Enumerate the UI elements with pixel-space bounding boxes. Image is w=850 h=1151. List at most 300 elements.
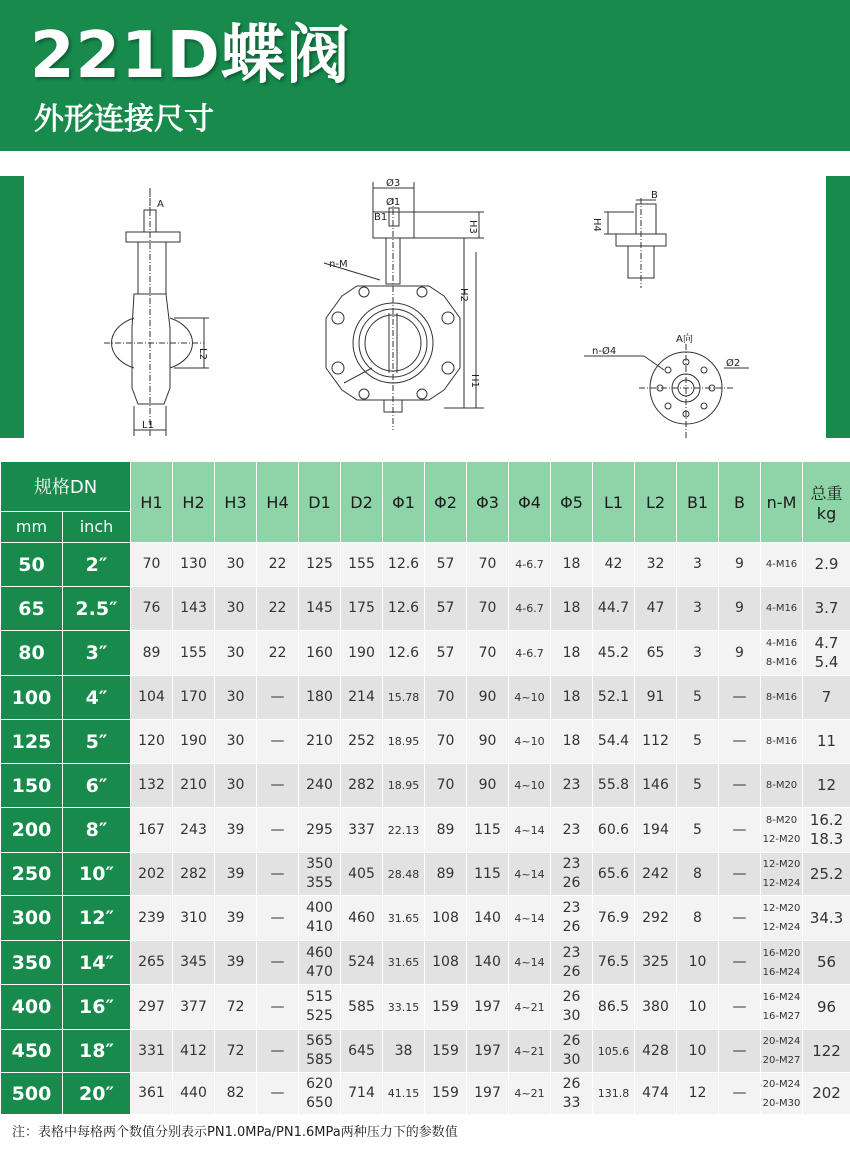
label-h1: H1 bbox=[469, 374, 480, 388]
table-cell: 2.9 bbox=[803, 543, 850, 587]
table-cell: 243 bbox=[173, 808, 215, 853]
table-cell: 210 bbox=[299, 720, 341, 764]
table-cell: 4~10 bbox=[509, 676, 551, 720]
table-cell: 412 bbox=[173, 1030, 215, 1073]
table-cell: 45.2 bbox=[593, 631, 635, 676]
table-cell: 265 bbox=[131, 941, 173, 985]
table-cell: — bbox=[257, 853, 299, 896]
table-cell: 380 bbox=[635, 985, 677, 1030]
table-cell: 30 bbox=[215, 720, 257, 764]
table-cell: 86.5 bbox=[593, 985, 635, 1030]
table-cell: 145 bbox=[299, 587, 341, 631]
table-cell: 252 bbox=[341, 720, 383, 764]
spec-table bbox=[0, 461, 850, 1115]
table-row bbox=[1, 941, 850, 985]
table-cell: 8 bbox=[677, 853, 719, 896]
table-cell: 4~10 bbox=[509, 764, 551, 808]
dn-inch-cell: 14″ bbox=[63, 941, 131, 985]
table-cell: 197 bbox=[467, 985, 509, 1030]
table-cell: 39 bbox=[215, 853, 257, 896]
table-cell: 345 bbox=[173, 941, 215, 985]
table-cell: 18 bbox=[551, 543, 593, 587]
table-cell: 460 bbox=[341, 896, 383, 941]
right-accent-bar bbox=[826, 176, 850, 438]
table-cell: 3 bbox=[677, 587, 719, 631]
page-header bbox=[0, 0, 850, 151]
table-cell: 89 bbox=[425, 853, 467, 896]
table-row bbox=[1, 896, 850, 941]
table-cell: 72 bbox=[215, 985, 257, 1030]
dn-inch-cell: 4″ bbox=[63, 676, 131, 720]
table-cell: 4~14 bbox=[509, 941, 551, 985]
table-cell: 350 355 bbox=[299, 853, 341, 896]
table-cell: 122 bbox=[803, 1030, 850, 1073]
table-cell: — bbox=[257, 1073, 299, 1115]
table-cell: 239 bbox=[131, 896, 173, 941]
stem-detail-drawing bbox=[604, 198, 666, 288]
table-cell: 7 bbox=[803, 676, 850, 720]
table-cell: 82 bbox=[215, 1073, 257, 1115]
table-cell: 30 bbox=[215, 764, 257, 808]
table-cell: 4~21 bbox=[509, 1073, 551, 1115]
table-cell: 282 bbox=[341, 764, 383, 808]
footnote: 注：表格中每格两个数值分别表示PN1.0MPa/PN1.6MPa两种压力下的参数值 bbox=[12, 1125, 458, 1140]
front-view-drawing bbox=[324, 182, 484, 430]
dn-mm-cell: 250 bbox=[1, 853, 63, 896]
table-cell: 96 bbox=[803, 985, 850, 1030]
table-cell: 4~10 bbox=[509, 720, 551, 764]
column-header: B bbox=[719, 462, 761, 543]
column-header: Φ4 bbox=[509, 462, 551, 543]
table-cell: 65 bbox=[635, 631, 677, 676]
table-cell: 16-M24 16-M27 bbox=[761, 985, 803, 1030]
table-cell: 440 bbox=[173, 1073, 215, 1115]
table-cell: 23 26 bbox=[551, 896, 593, 941]
table-cell: 34.3 bbox=[803, 896, 850, 941]
table-cell: 295 bbox=[299, 808, 341, 853]
dn-mm-cell: 150 bbox=[1, 764, 63, 808]
table-cell: 170 bbox=[173, 676, 215, 720]
table-cell: — bbox=[719, 808, 761, 853]
left-accent-bar bbox=[0, 176, 24, 438]
table-cell: 76 bbox=[131, 587, 173, 631]
table-cell: — bbox=[257, 720, 299, 764]
dn-inch-cell: 16″ bbox=[63, 985, 131, 1030]
table-cell: 22 bbox=[257, 543, 299, 587]
table-cell: 310 bbox=[173, 896, 215, 941]
table-cell: 108 bbox=[425, 896, 467, 941]
label-h2: H2 bbox=[458, 288, 469, 302]
table-cell: 10 bbox=[677, 941, 719, 985]
label-h3: H3 bbox=[467, 220, 478, 234]
table-cell: 8-M20 bbox=[761, 764, 803, 808]
column-header: Φ3 bbox=[467, 462, 509, 543]
table-cell: 8-M16 bbox=[761, 720, 803, 764]
table-cell: 33.15 bbox=[383, 985, 425, 1030]
table-cell: 4~21 bbox=[509, 1030, 551, 1073]
label-l2: L2 bbox=[197, 348, 208, 360]
table-cell: 140 bbox=[467, 941, 509, 985]
table-cell: — bbox=[719, 764, 761, 808]
table-cell: 175 bbox=[341, 587, 383, 631]
table-cell: 4~14 bbox=[509, 853, 551, 896]
table-cell: 377 bbox=[173, 985, 215, 1030]
dn-mm-cell: 80 bbox=[1, 631, 63, 676]
table-cell: 180 bbox=[299, 676, 341, 720]
page-title: 221D蝶阀 bbox=[30, 19, 351, 93]
table-cell: 70 bbox=[425, 764, 467, 808]
label-phi3: Ø3 bbox=[386, 178, 401, 189]
table-cell: 12-M20 12-M24 bbox=[761, 896, 803, 941]
dn-inch-cell: 18″ bbox=[63, 1030, 131, 1073]
dn-inch-cell: 3″ bbox=[63, 631, 131, 676]
table-cell: 16.2 18.3 bbox=[803, 808, 850, 853]
table-cell: — bbox=[719, 1073, 761, 1115]
table-cell: 22 bbox=[257, 631, 299, 676]
table-cell: 131.8 bbox=[593, 1073, 635, 1115]
table-cell: 214 bbox=[341, 676, 383, 720]
table-cell: 282 bbox=[173, 853, 215, 896]
table-cell: 22 bbox=[257, 587, 299, 631]
table-cell: 8 bbox=[677, 896, 719, 941]
table-cell: 32 bbox=[635, 543, 677, 587]
table-cell: 42 bbox=[593, 543, 635, 587]
dn-mm-cell: 300 bbox=[1, 896, 63, 941]
table-cell: 143 bbox=[173, 587, 215, 631]
table-cell: 30 bbox=[215, 631, 257, 676]
table-cell: 4-6.7 bbox=[509, 543, 551, 587]
label-a: A bbox=[157, 199, 164, 210]
label-a-view: A向 bbox=[676, 334, 693, 345]
table-cell: 12.6 bbox=[383, 587, 425, 631]
table-cell: 125 bbox=[299, 543, 341, 587]
table-cell: 474 bbox=[635, 1073, 677, 1115]
dn-inch-cell: 12″ bbox=[63, 896, 131, 941]
table-cell: 8-M16 bbox=[761, 676, 803, 720]
column-header: D1 bbox=[299, 462, 341, 543]
table-cell: 524 bbox=[341, 941, 383, 985]
table-cell: 140 bbox=[467, 896, 509, 941]
table-cell: 337 bbox=[341, 808, 383, 853]
table-cell: 23 bbox=[551, 764, 593, 808]
dn-inch-cell: 8″ bbox=[63, 808, 131, 853]
table-cell: 105.6 bbox=[593, 1030, 635, 1073]
dn-mm-cell: 500 bbox=[1, 1073, 63, 1115]
drawing-canvas bbox=[24, 168, 826, 458]
table-cell: 108 bbox=[425, 941, 467, 985]
dn-mm-cell: 100 bbox=[1, 676, 63, 720]
table-cell: 4-6.7 bbox=[509, 631, 551, 676]
table-cell: 4-6.7 bbox=[509, 587, 551, 631]
dn-mm-cell: 50 bbox=[1, 543, 63, 587]
dn-inch-cell: 10″ bbox=[63, 853, 131, 896]
dn-mm-cell: 400 bbox=[1, 985, 63, 1030]
table-cell: 297 bbox=[131, 985, 173, 1030]
table-cell: 70 bbox=[131, 543, 173, 587]
table-cell: — bbox=[719, 896, 761, 941]
column-header: Φ1 bbox=[383, 462, 425, 543]
table-cell: 242 bbox=[635, 853, 677, 896]
table-cell: 4~21 bbox=[509, 985, 551, 1030]
table-row bbox=[1, 676, 850, 720]
column-header: H3 bbox=[215, 462, 257, 543]
column-header: 总重 kg bbox=[803, 462, 850, 543]
table-cell: 325 bbox=[635, 941, 677, 985]
dn-inch-cell: 2″ bbox=[63, 543, 131, 587]
table-cell: 190 bbox=[341, 631, 383, 676]
table-cell: 460 470 bbox=[299, 941, 341, 985]
table-cell: — bbox=[257, 808, 299, 853]
table-cell: 9 bbox=[719, 631, 761, 676]
technical-drawings bbox=[24, 168, 826, 458]
table-cell: 39 bbox=[215, 896, 257, 941]
table-cell: — bbox=[719, 985, 761, 1030]
table-cell: 155 bbox=[341, 543, 383, 587]
table-cell: 5 bbox=[677, 676, 719, 720]
table-cell: 197 bbox=[467, 1073, 509, 1115]
column-header: H2 bbox=[173, 462, 215, 543]
table-cell: 16-M20 16-M24 bbox=[761, 941, 803, 985]
table-cell: 20-M24 20-M27 bbox=[761, 1030, 803, 1073]
table-cell: — bbox=[719, 853, 761, 896]
table-cell: — bbox=[257, 1030, 299, 1073]
table-cell: 159 bbox=[425, 985, 467, 1030]
table-cell: 5 bbox=[677, 808, 719, 853]
table-cell: 197 bbox=[467, 1030, 509, 1073]
table-cell: 28.48 bbox=[383, 853, 425, 896]
table-cell: 12 bbox=[677, 1073, 719, 1115]
table-cell: 52.1 bbox=[593, 676, 635, 720]
table-cell: — bbox=[719, 676, 761, 720]
table-cell: 331 bbox=[131, 1030, 173, 1073]
label-h4: H4 bbox=[591, 218, 602, 232]
table-cell: 76.5 bbox=[593, 941, 635, 985]
dn-inch-cell: 5″ bbox=[63, 720, 131, 764]
column-header: D2 bbox=[341, 462, 383, 543]
table-cell: 70 bbox=[467, 543, 509, 587]
table-cell: 9 bbox=[719, 543, 761, 587]
table-cell: 18 bbox=[551, 587, 593, 631]
table-cell: 361 bbox=[131, 1073, 173, 1115]
table-cell: 160 bbox=[299, 631, 341, 676]
label-b: B bbox=[651, 190, 658, 201]
table-cell: 4-M16 bbox=[761, 543, 803, 587]
table-cell: 159 bbox=[425, 1073, 467, 1115]
dn-inch-cell: 20″ bbox=[63, 1073, 131, 1115]
table-row bbox=[1, 764, 850, 808]
label-phi2: Ø2 bbox=[726, 358, 741, 369]
column-header: H1 bbox=[131, 462, 173, 543]
table-cell: 3.7 bbox=[803, 587, 850, 631]
table-cell: 18.95 bbox=[383, 764, 425, 808]
table-cell: 76.9 bbox=[593, 896, 635, 941]
table-cell: 18 bbox=[551, 631, 593, 676]
table-cell: 112 bbox=[635, 720, 677, 764]
table-cell: 25.2 bbox=[803, 853, 850, 896]
table-cell: 240 bbox=[299, 764, 341, 808]
table-cell: 57 bbox=[425, 631, 467, 676]
table-cell: 428 bbox=[635, 1030, 677, 1073]
table-cell: 18 bbox=[551, 720, 593, 764]
table-cell: 39 bbox=[215, 808, 257, 853]
table-cell: 12.6 bbox=[383, 631, 425, 676]
table-cell: 4~14 bbox=[509, 896, 551, 941]
column-header: H4 bbox=[257, 462, 299, 543]
table-row bbox=[1, 543, 850, 587]
table-cell: 115 bbox=[467, 808, 509, 853]
table-cell: 23 26 bbox=[551, 941, 593, 985]
column-header: n-M bbox=[761, 462, 803, 543]
table-row bbox=[1, 1030, 850, 1073]
table-cell: 60.6 bbox=[593, 808, 635, 853]
table-cell: 4~14 bbox=[509, 808, 551, 853]
table-cell: 65.6 bbox=[593, 853, 635, 896]
table-cell: 90 bbox=[467, 676, 509, 720]
dn-mm-cell: 200 bbox=[1, 808, 63, 853]
table-cell: 405 bbox=[341, 853, 383, 896]
table-cell: 565 585 bbox=[299, 1030, 341, 1073]
table-cell: 292 bbox=[635, 896, 677, 941]
table-cell: 12 bbox=[803, 764, 850, 808]
table-cell: 8-M20 12-M20 bbox=[761, 808, 803, 853]
table-cell: 56 bbox=[803, 941, 850, 985]
dn-mm-cell: 350 bbox=[1, 941, 63, 985]
table-cell: 12.6 bbox=[383, 543, 425, 587]
table-cell: 4.7 5.4 bbox=[803, 631, 850, 676]
side-view-drawing bbox=[104, 188, 209, 436]
table-cell: 10 bbox=[677, 985, 719, 1030]
table-cell: 194 bbox=[635, 808, 677, 853]
table-cell: 130 bbox=[173, 543, 215, 587]
table-cell: — bbox=[719, 720, 761, 764]
column-header: B1 bbox=[677, 462, 719, 543]
table-cell: 90 bbox=[467, 720, 509, 764]
unit-inch-header: inch bbox=[63, 511, 131, 542]
column-header: L1 bbox=[593, 462, 635, 543]
table-cell: 23 26 bbox=[551, 853, 593, 896]
table-cell: — bbox=[257, 764, 299, 808]
table-cell: 70 bbox=[425, 720, 467, 764]
table-cell: 190 bbox=[173, 720, 215, 764]
table-cell: 47 bbox=[635, 587, 677, 631]
table-row bbox=[1, 985, 850, 1030]
table-cell: 70 bbox=[467, 587, 509, 631]
dn-mm-cell: 125 bbox=[1, 720, 63, 764]
table-cell: — bbox=[257, 941, 299, 985]
table-row bbox=[1, 1073, 850, 1115]
table-cell: 714 bbox=[341, 1073, 383, 1115]
table-cell: 585 bbox=[341, 985, 383, 1030]
table-cell: 4-M16 8-M16 bbox=[761, 631, 803, 676]
table-cell: 159 bbox=[425, 1030, 467, 1073]
table-cell: 30 bbox=[215, 543, 257, 587]
table-cell: 31.65 bbox=[383, 941, 425, 985]
table-cell: 132 bbox=[131, 764, 173, 808]
label-b1: B1 bbox=[374, 212, 388, 223]
table-cell: 120 bbox=[131, 720, 173, 764]
table-cell: 22.13 bbox=[383, 808, 425, 853]
table-cell: 57 bbox=[425, 587, 467, 631]
table-cell: 18 bbox=[551, 676, 593, 720]
label-l1: L1 bbox=[142, 420, 154, 431]
table-cell: 210 bbox=[173, 764, 215, 808]
table-cell: 57 bbox=[425, 543, 467, 587]
table-cell: 44.7 bbox=[593, 587, 635, 631]
table-cell: — bbox=[257, 985, 299, 1030]
table-row bbox=[1, 587, 850, 631]
table-cell: 3 bbox=[677, 631, 719, 676]
table-row bbox=[1, 631, 850, 676]
column-header: L2 bbox=[635, 462, 677, 543]
label-phi1: Ø1 bbox=[386, 197, 401, 208]
table-cell: 23 bbox=[551, 808, 593, 853]
table-cell: — bbox=[719, 941, 761, 985]
table-row bbox=[1, 853, 850, 896]
column-header: Φ2 bbox=[425, 462, 467, 543]
table-cell: 55.8 bbox=[593, 764, 635, 808]
table-row bbox=[1, 720, 850, 764]
table-cell: 70 bbox=[467, 631, 509, 676]
table-cell: 515 525 bbox=[299, 985, 341, 1030]
table-cell: 115 bbox=[467, 853, 509, 896]
table-cell: 70 bbox=[425, 676, 467, 720]
dn-mm-cell: 65 bbox=[1, 587, 63, 631]
table-cell: 26 33 bbox=[551, 1073, 593, 1115]
table-cell: — bbox=[257, 896, 299, 941]
table-cell: — bbox=[257, 676, 299, 720]
table-cell: 89 bbox=[131, 631, 173, 676]
table-cell: 89 bbox=[425, 808, 467, 853]
dn-mm-cell: 450 bbox=[1, 1030, 63, 1073]
table-cell: 38 bbox=[383, 1030, 425, 1073]
table-cell: 146 bbox=[635, 764, 677, 808]
table-cell: 9 bbox=[719, 587, 761, 631]
table-row bbox=[1, 808, 850, 853]
page-subtitle: 外形连接尺寸 bbox=[34, 102, 214, 137]
table-cell: 26 30 bbox=[551, 1030, 593, 1073]
label-n-m: n-M bbox=[329, 259, 348, 270]
table-cell: 31.65 bbox=[383, 896, 425, 941]
dn-inch-cell: 2.5″ bbox=[63, 587, 131, 631]
table-cell: 11 bbox=[803, 720, 850, 764]
label-n-phi4: n-Ø4 bbox=[592, 346, 617, 357]
table-cell: 5 bbox=[677, 764, 719, 808]
table-cell: 620 650 bbox=[299, 1073, 341, 1115]
table-cell: 167 bbox=[131, 808, 173, 853]
table-cell: 155 bbox=[173, 631, 215, 676]
table-cell: 41.15 bbox=[383, 1073, 425, 1115]
table-cell: 18.95 bbox=[383, 720, 425, 764]
table-cell: 20-M24 20-M30 bbox=[761, 1073, 803, 1115]
table-cell: 3 bbox=[677, 543, 719, 587]
dn-header: 规格DN bbox=[1, 462, 131, 512]
table-cell: 104 bbox=[131, 676, 173, 720]
table-cell: 202 bbox=[131, 853, 173, 896]
table-cell: 54.4 bbox=[593, 720, 635, 764]
table-cell: 30 bbox=[215, 676, 257, 720]
table-cell: 10 bbox=[677, 1030, 719, 1073]
table-cell: 15.78 bbox=[383, 676, 425, 720]
table-cell: 202 bbox=[803, 1073, 850, 1115]
table-cell: 5 bbox=[677, 720, 719, 764]
column-header: Φ5 bbox=[551, 462, 593, 543]
table-cell: 30 bbox=[215, 587, 257, 631]
dn-inch-cell: 6″ bbox=[63, 764, 131, 808]
table-cell: — bbox=[719, 1030, 761, 1073]
table-cell: 4-M16 bbox=[761, 587, 803, 631]
table-cell: 72 bbox=[215, 1030, 257, 1073]
table-cell: 26 30 bbox=[551, 985, 593, 1030]
